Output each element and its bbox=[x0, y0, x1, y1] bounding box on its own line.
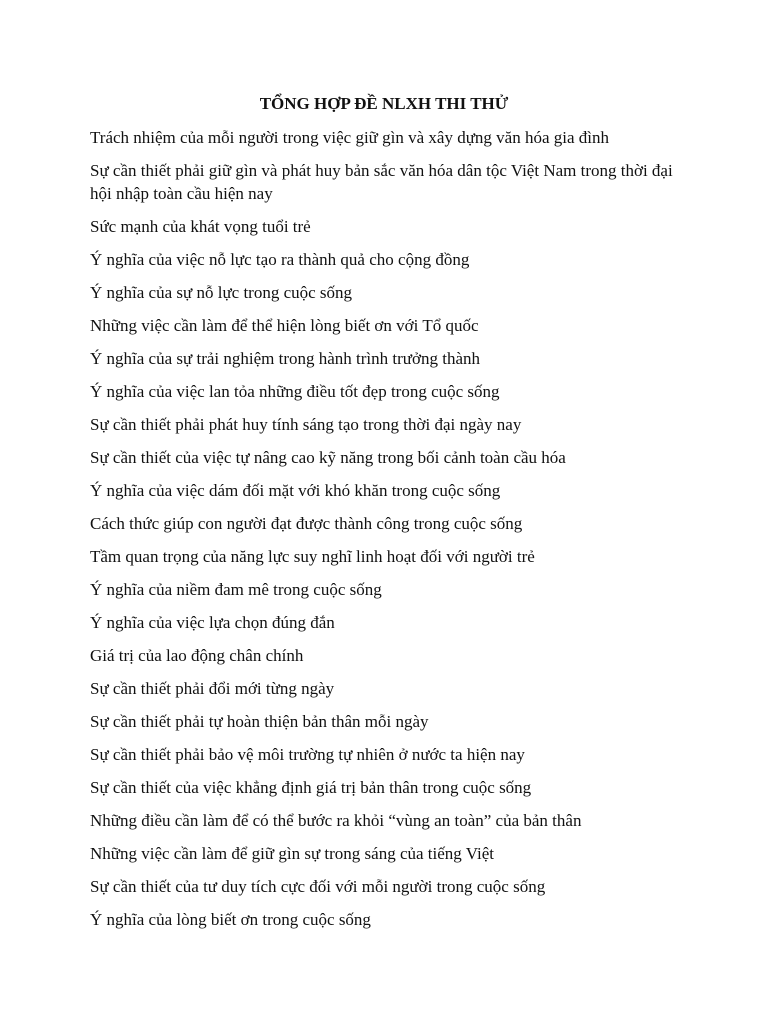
topic-item: Những điều cần làm để có thể bước ra khỏi “vùng an toàn” của bản thân bbox=[90, 811, 582, 830]
topic-item: Ý nghĩa của việc dám đối mặt với khó khăn trong cuộc sống bbox=[90, 481, 501, 500]
topic-item: Sự cần thiết của tư duy tích cực đối với mỗi người trong cuộc sống bbox=[90, 877, 546, 896]
topic-item: Cách thức giúp con người đạt được thành công trong cuộc sống bbox=[90, 514, 523, 533]
topic-item: Ý nghĩa của việc lan tỏa những điều tốt đẹp trong cuộc sống bbox=[90, 382, 500, 401]
topic-item: Ý nghĩa của sự trải nghiệm trong hành trình trưởng thành bbox=[90, 349, 481, 368]
topic-item: Giá trị của lao động chân chính bbox=[90, 646, 304, 665]
topic-item: Những việc cần làm để thể hiện lòng biết ơn với Tổ quốc bbox=[90, 316, 479, 335]
topic-item: Ý nghĩa của việc nỗ lực tạo ra thành quả cho cộng đồng bbox=[90, 250, 470, 269]
topic-item: Sức mạnh của khát vọng tuổi trẻ bbox=[90, 217, 311, 236]
topic-item: Sự cần thiết của việc khẳng định giá trị bản thân trong cuộc sống bbox=[90, 778, 532, 797]
topic-item: Ý nghĩa của sự nỗ lực trong cuộc sống bbox=[90, 283, 353, 302]
topic-item: Ý nghĩa của việc lựa chọn đúng đắn bbox=[90, 613, 335, 632]
topic-list bbox=[90, 126, 690, 941]
topic-item: Sự cần thiết phải giữ gìn và phát huy bản sắc văn hóa dân tộc Việt Nam trong thời đại hội nhập toàn cầu hiện nay bbox=[90, 161, 673, 203]
topic-item: Sự cần thiết phải phát huy tính sáng tạo trong thời đại ngày nay bbox=[90, 415, 522, 434]
topic-item: Trách nhiệm của mỗi người trong việc giữ gìn và xây dựng văn hóa gia đình bbox=[90, 128, 609, 147]
topic-item: Những việc cần làm để giữ gìn sự trong sáng của tiếng Việt bbox=[90, 844, 494, 863]
topic-item: Sự cần thiết phải bảo vệ môi trường tự nhiên ở nước ta hiện nay bbox=[90, 745, 525, 764]
topic-item: Ý nghĩa của lòng biết ơn trong cuộc sống bbox=[90, 910, 371, 929]
topic-item: Sự cần thiết của việc tự nâng cao kỹ năng trong bối cảnh toàn cầu hóa bbox=[90, 448, 566, 467]
document-title: TỔNG HỢP ĐỀ NLXH THI THỬ bbox=[259, 94, 509, 113]
topic-item: Ý nghĩa của niềm đam mê trong cuộc sống bbox=[90, 580, 382, 599]
topic-item: Sự cần thiết phải tự hoàn thiện bản thân mỗi ngày bbox=[90, 712, 429, 731]
topic-item: Sự cần thiết phải đổi mới từng ngày bbox=[90, 679, 335, 698]
topic-item: Tầm quan trọng của năng lực suy nghĩ linh hoạt đối với người trẻ bbox=[90, 547, 535, 566]
